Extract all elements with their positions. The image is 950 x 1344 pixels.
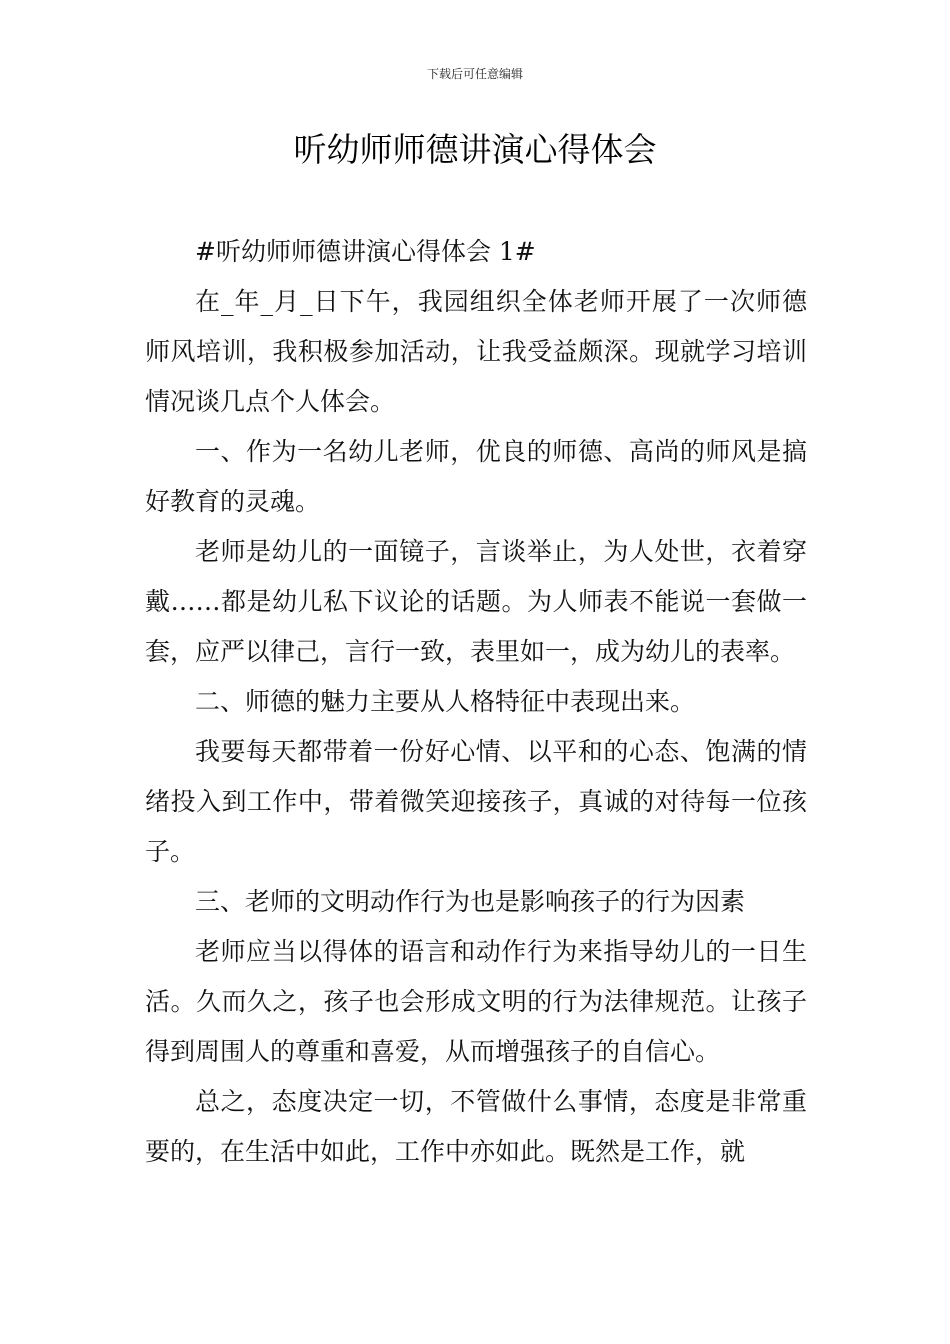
point-one-body: 老师是幼儿的一面镜子，言谈举止，为人处世，衣着穿戴……都是幼儿私下议论的话题。为人师表不能说一套做一套，应严以律己，言行一致，表里如一，成为幼儿的表率。 xyxy=(145,537,807,666)
point-two-heading: 二、师德的魅力主要从人格特征中表现出来。 xyxy=(195,687,696,716)
section-heading-paragraph: #听幼师师德讲演心得体会 1# xyxy=(195,237,536,266)
conclusion-paragraph: 总之，态度决定一切，不管做什么事情，态度是非常重要的，在生活中如此，工作中亦如此。既然是工作，就 xyxy=(145,1087,807,1166)
point-two-body: 我要每天都带着一份好心情、以平和的心态、饱满的情绪投入到工作中，带着微笑迎接孩子，真诚的对待每一位孩子。 xyxy=(145,737,807,866)
point-three-heading: 三、老师的文明动作行为也是影响孩子的行为因素 xyxy=(195,887,746,916)
intro-paragraph: 在_年_月_日下午，我园组织全体老师开展了一次师德师风培训，我积极参加活动，让我受益颇深。现就学习培训情况谈几点个人体会。 xyxy=(145,287,807,416)
point-three-body: 老师应当以得体的语言和动作行为来指导幼儿的一日生活。久而久之，孩子也会形成文明的行为法律规范。让孩子得到周围人的尊重和喜爱，从而增强孩子的自信心。 xyxy=(145,937,807,1066)
header-note: 下载后可任意编辑 xyxy=(426,67,523,81)
document-title: 听幼师师德讲演心得体会 xyxy=(293,130,657,169)
document-body xyxy=(145,227,807,1177)
point-one-heading: 一、作为一名幼儿老师，优良的师德、高尚的师风是搞好教育的灵魂。 xyxy=(145,437,807,516)
